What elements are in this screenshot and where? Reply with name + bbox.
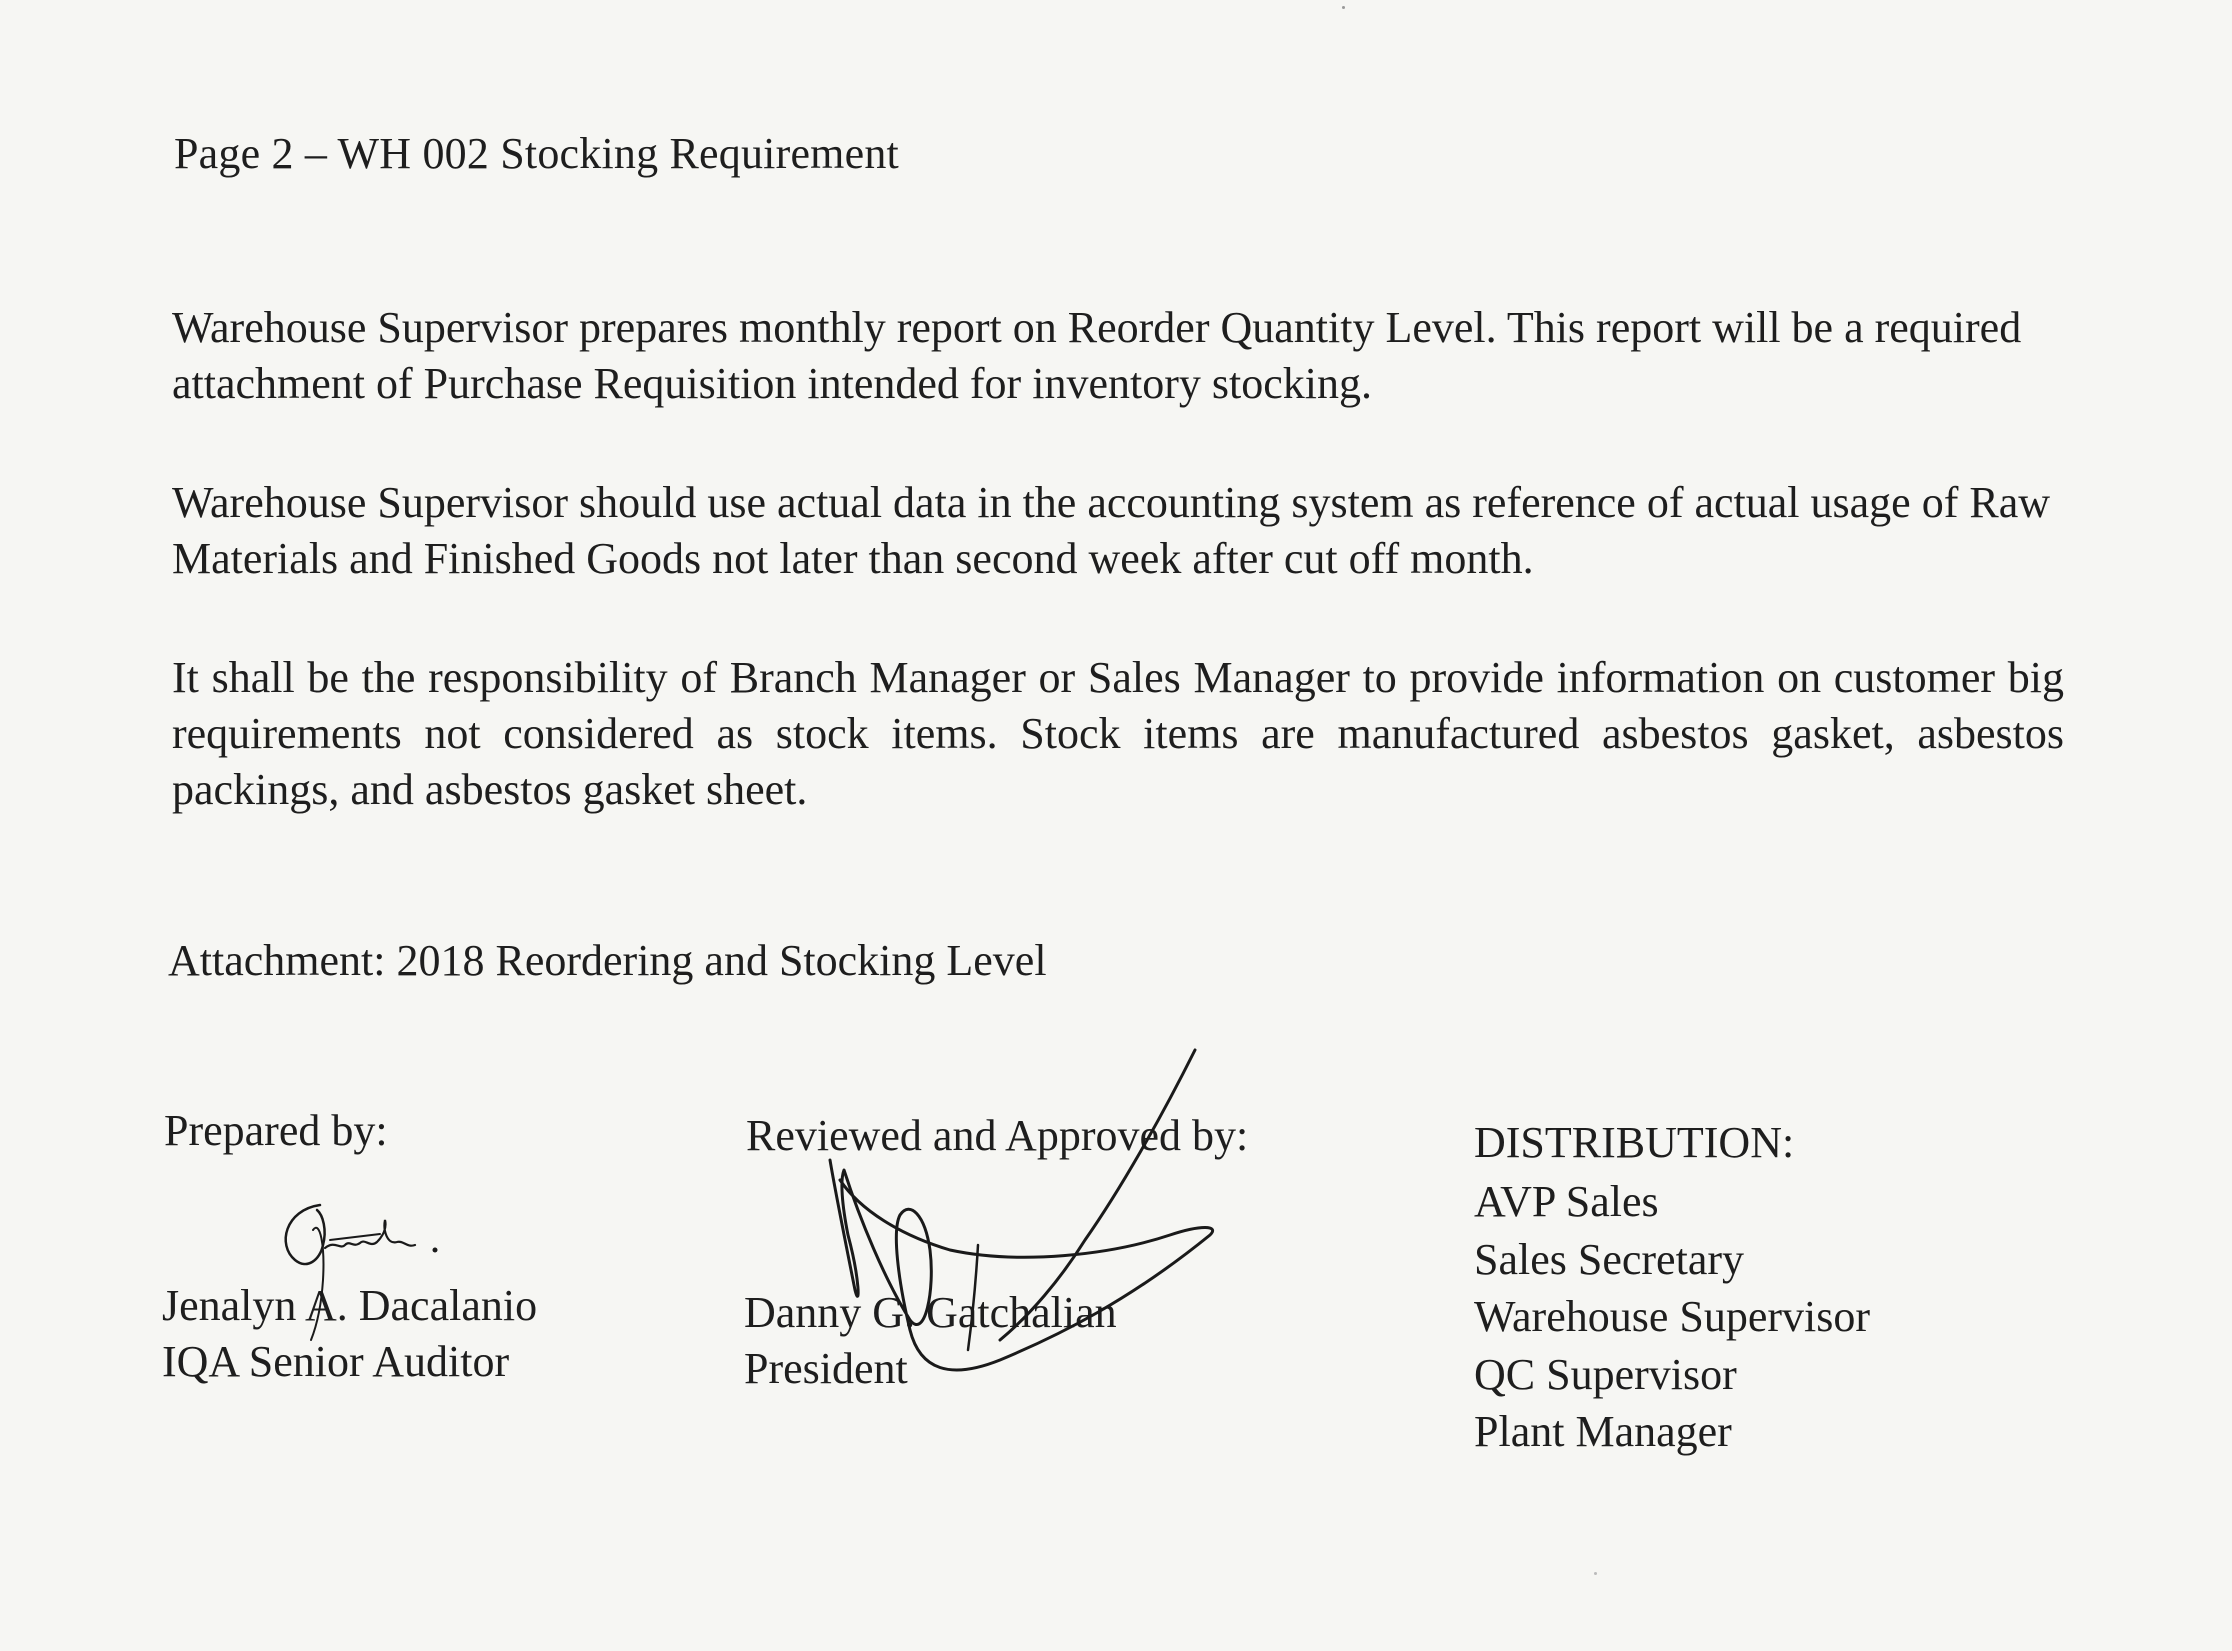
distribution-item: Warehouse Supervisor: [1474, 1292, 1871, 1341]
scan-speck: [1594, 1572, 1597, 1575]
prepared-by-label: Prepared by:: [164, 1106, 388, 1155]
distribution-item: Plant Manager: [1474, 1407, 1732, 1456]
reviewed-by-label: Reviewed and Approved by:: [746, 1111, 1249, 1160]
prepared-by-name: Jenalyn A. Dacalanio: [162, 1281, 538, 1330]
paragraph-actual-data: Warehouse Supervisor should use actual data in the accounting system as reference of actual usage of Raw Materials and Finished Goods not later than second week after cut off month.: [172, 478, 2051, 583]
distribution-item: AVP Sales: [1474, 1177, 1659, 1226]
attachment-line: Attachment: 2018 Reordering and Stocking Level: [168, 936, 1047, 985]
scan-speck: [1342, 6, 1345, 9]
prepared-by-title: IQA Senior Auditor: [162, 1337, 510, 1386]
reviewed-by-block: [744, 1285, 1117, 1397]
paragraph-reorder-report: Warehouse Supervisor prepares monthly report on Reorder Quantity Level. This report will be a required attachment of Purchase Requisition intended for inventory stocking.: [172, 303, 2022, 408]
distribution-list: [1474, 1173, 1870, 1461]
page-header: Page 2 – WH 002 Stocking Requirement: [174, 129, 899, 178]
prepared-by-block: [162, 1278, 537, 1390]
distribution-item: QC Supervisor: [1474, 1349, 1737, 1399]
distribution-item: Sales Secretary: [1474, 1234, 1744, 1284]
paragraph-responsibility: It shall be the responsibility of Branch Manager or Sales Manager to provide information on customer big requirements not considered as stock items. Stock items are manufactured asbestos gasket, asbestos packings, and asbestos gasket sheet.: [172, 653, 2064, 814]
reviewed-by-name: Danny G. Gatchalian: [744, 1288, 1117, 1337]
reviewed-by-title: President: [744, 1344, 908, 1393]
distribution-label: DISTRIBUTION:: [1474, 1118, 1795, 1167]
